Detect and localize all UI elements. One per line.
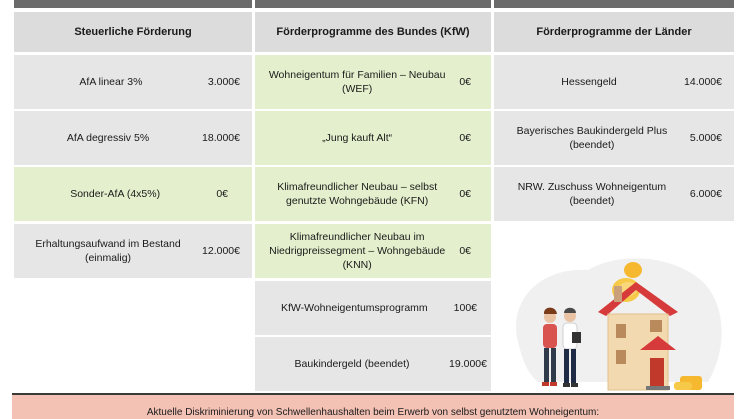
row-label: AfA degressiv 5% bbox=[66, 132, 150, 144]
row-label: Klimafreundlicher Neubau im Niedrigpreissegment – Wohngebäude (KNN) bbox=[269, 231, 446, 271]
top-bar-1 bbox=[14, 0, 252, 8]
table-row-kfn bbox=[255, 167, 491, 221]
row-label: AfA linear 3% bbox=[79, 76, 143, 88]
table-row-hessengeld bbox=[494, 55, 734, 109]
row-value: 14.000€ bbox=[684, 76, 722, 88]
table-row-erhaltungsaufwand bbox=[14, 224, 252, 278]
row-label: „Jung kauft Alt“ bbox=[322, 132, 393, 144]
row-value: 0€ bbox=[459, 188, 471, 200]
row-label: Wohneigentum für Familien – Neubau (WEF) bbox=[268, 69, 446, 95]
row-label: Bayerisches Baukindergeld Plus (beendet) bbox=[516, 125, 668, 151]
row-value: 6.000€ bbox=[689, 188, 722, 200]
row-label: Sonder-AfA (4x5%) bbox=[70, 188, 161, 200]
column-header-federal: Förderprogramme des Bundes (KfW) bbox=[255, 12, 491, 52]
table-row-nrw-zuschuss bbox=[494, 167, 734, 221]
table-row-jung-kauft-alt bbox=[255, 111, 491, 165]
row-value: 0€ bbox=[459, 76, 471, 88]
row-value: 19.000€ bbox=[449, 358, 487, 370]
house-with-couple-and-coins-icon bbox=[498, 232, 734, 392]
row-value: 18.000€ bbox=[202, 132, 240, 144]
row-label: NRW. Zuschuss Wohneigentum (beendet) bbox=[517, 181, 667, 207]
row-value: 0€ bbox=[459, 245, 471, 257]
row-value: 5.000€ bbox=[689, 132, 722, 144]
row-value: 0€ bbox=[459, 132, 471, 144]
row-label: Erhaltungsaufwand im Bestand (einmalig) bbox=[35, 238, 181, 264]
row-value: 0€ bbox=[216, 188, 228, 200]
column-header-states: Förderprogramme der Länder bbox=[494, 12, 734, 52]
row-label: KfW-Wohneigentumsprogramm bbox=[280, 302, 428, 314]
table-row-sonder-afa bbox=[14, 167, 252, 221]
row-label: Hessengeld bbox=[561, 76, 617, 88]
table-row-wef bbox=[255, 55, 491, 109]
row-value: 3.000€ bbox=[207, 76, 240, 88]
footer-banner bbox=[12, 393, 734, 419]
table-row-afa-linear bbox=[14, 55, 252, 109]
row-value: 100€ bbox=[453, 302, 477, 314]
table-row-afa-degressiv bbox=[14, 111, 252, 165]
top-bar-3 bbox=[494, 0, 734, 8]
footer-text: Aktuelle Diskriminierung von Schwellenhaushalten beim Erwerb von selbst genutztem Wohneigentum: bbox=[146, 407, 600, 418]
column-header-tax: Steuerliche Förderung bbox=[14, 12, 252, 52]
row-label: Baukindergeld (beendet) bbox=[294, 358, 410, 370]
row-label: Klimafreundlicher Neubau – selbst genutzte Wohngebäude (KFN) bbox=[277, 181, 438, 207]
row-value: 12.000€ bbox=[202, 245, 240, 257]
table-row-bayern-baukindergeld bbox=[494, 111, 734, 165]
table-row-kfw-wohneigentum bbox=[255, 281, 491, 335]
top-bar-2 bbox=[255, 0, 491, 8]
table-row-baukindergeld bbox=[255, 337, 491, 391]
table-row-knn bbox=[255, 224, 491, 278]
